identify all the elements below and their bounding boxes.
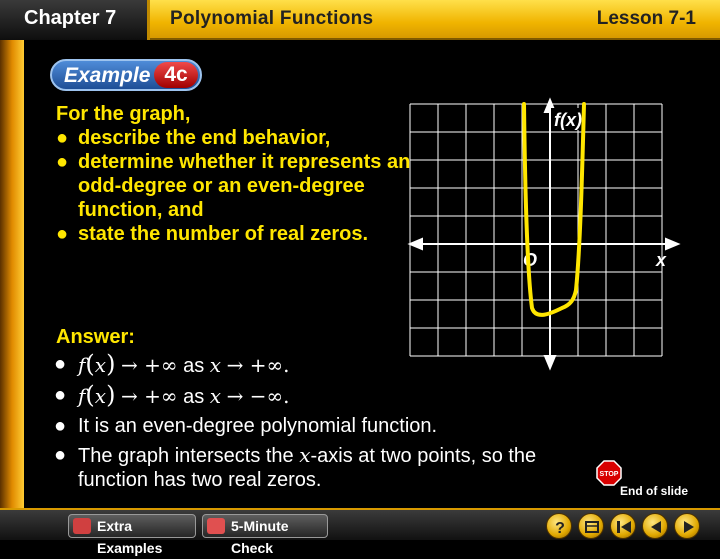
five-minute-check-button[interactable]: 5-Minute Check [202,514,328,538]
bullet-icon: ● [56,127,69,149]
next-icon [675,514,701,540]
lesson-label: Lesson 7-1 [596,8,696,29]
origin-label: O [523,250,538,270]
chapter-label: Chapter 7 [0,0,150,40]
answer-item: ● The graph intersects the x-axis at two points, so the function has two real zeros. [54,443,537,491]
x-axis-label: x [656,250,667,270]
bullet-icon: ● [56,151,69,173]
footer-bar [0,508,720,556]
menu-button[interactable] [578,513,604,539]
graph-grid [410,104,662,356]
stop-sign-icon [596,460,622,486]
example-badge [50,59,202,91]
extra-examples-button[interactable]: Extra Examples [68,514,196,538]
question-text [56,102,416,246]
bullet-icon: ● [54,444,67,466]
question-bullet: ● describe the end behavior, [56,127,331,149]
menu-icon [579,514,605,540]
end-of-slide-label: End of slide [620,484,689,498]
question-intro: For the graph, [56,103,191,125]
answer-item: ● It is an even-degree polynomial function. [54,415,438,437]
five-minute-check-icon [207,518,225,534]
slide-content [24,42,696,508]
question-bullet: ● state the number of real zeros. [56,223,369,245]
example-word: Example [64,64,151,87]
page-title: Polynomial Functions [170,8,374,29]
svg-text:STOP: STOP [599,471,619,478]
first-icon [611,514,637,540]
answer-item: ● f(x) → +∞ as x → −∞. [54,381,290,409]
bullet-icon: ● [54,353,67,375]
polynomial-curve [524,104,584,315]
previous-slide-button[interactable] [642,513,668,539]
bullet-icon: ● [56,223,69,245]
side-strip [0,40,24,510]
help-icon [547,514,573,540]
extra-examples-icon [73,518,91,534]
answer-item: ● f(x) → +∞ as x → +∞. [54,350,290,378]
help-button[interactable] [546,513,572,539]
function-graph [410,100,700,370]
bullet-icon: ● [54,415,67,437]
first-slide-button[interactable] [610,513,636,539]
example-number: 4c [154,62,198,88]
previous-icon [643,514,669,540]
answer-list [54,352,584,497]
header-bar [0,0,720,40]
answer-title: Answer: [56,326,135,348]
y-axis-label: f(x) [554,110,582,130]
next-slide-button[interactable] [674,513,700,539]
question-bullet: ● determine whether it represents an odd-degree or an even-degree function, and [56,151,411,221]
bullet-icon: ● [54,384,67,406]
svg-text:?: ? [555,520,565,537]
